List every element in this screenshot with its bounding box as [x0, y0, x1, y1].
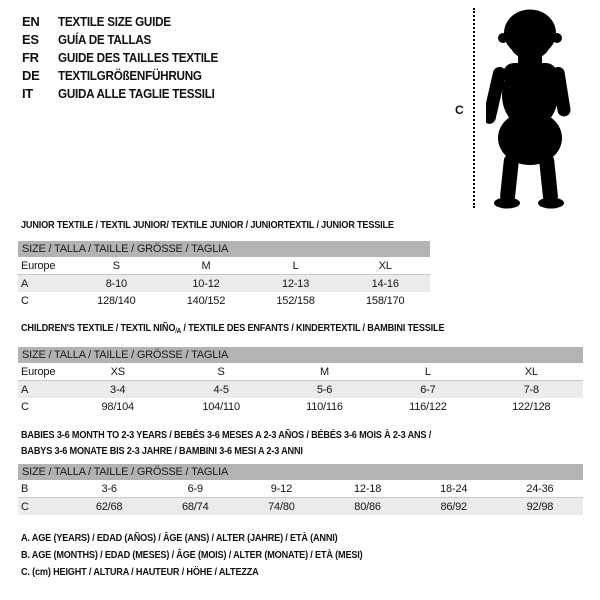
cell: 140/152: [186, 294, 226, 307]
row-label: A: [18, 381, 66, 399]
baby-silhouette-icon: [486, 9, 574, 209]
language-title: TEXTILE SIZE GUIDE: [58, 13, 171, 29]
cell: 4-5: [169, 381, 272, 399]
language-row-fr: [22, 48, 236, 66]
section-title-line2: BABYS 3-6 MONATE BIS 2-3 JAHRE / BAMBINI 3-6 MESI A 2-3 ANNI: [21, 445, 303, 457]
language-code: ES: [22, 31, 39, 47]
cell: M: [161, 257, 251, 275]
language-code: FR: [22, 49, 39, 65]
legend: [21, 530, 414, 581]
language-code: DE: [22, 67, 40, 83]
height-dotted-line: [473, 8, 475, 208]
cell: 5-6: [273, 381, 376, 399]
cell: 14-16: [340, 275, 430, 293]
cell: S: [72, 257, 162, 275]
legend-line-b: B. AGE (MONTHS) / EDAD (MESES) / ÂGE (MOIS) / ALTER (MONATE) / ETÀ (MESI): [21, 549, 363, 561]
cell: 3-4: [66, 381, 169, 399]
section-title-junior: JUNIOR TEXTILE / TEXTIL JUNIOR/ TEXTILE JUNIOR / JUNIORTEXTIL / JUNIOR TESSILE: [21, 219, 394, 231]
cell: 24-36: [497, 480, 583, 498]
section-title-line1: BABIES 3-6 MONTH TO 2-3 YEARS / BEBÉS 3-6 MESES A 2-3 AÑOS / BÉBÉS 3-6 MOIS À 2-3 ANS /: [21, 429, 432, 441]
legend-line-a: A. AGE (YEARS) / EDAD (AÑOS) / ÂGE (ANS) / ALTER (JAHRE) / ETÀ (ANNI): [21, 532, 338, 544]
table-header-bar: SIZE / TALLA / TAILLE / GRÖSSE / TAGLIA: [18, 347, 583, 363]
cell: M: [273, 363, 376, 381]
cell: 12-18: [324, 480, 410, 498]
language-row-en: [22, 12, 236, 30]
height-label-c: C: [455, 103, 464, 117]
cell: 122/128: [512, 400, 551, 413]
section-title-childrens: [21, 320, 444, 340]
language-title: GUIDA ALLE TAGLIE TESSILI: [58, 85, 215, 101]
legend-line-c: C. (cm) HEIGHT / ALTURA / HAUTEUR / HÖHE / ALTEZZA: [21, 566, 259, 578]
cell: 86/92: [411, 498, 497, 516]
section-title-text: / TEXTILE DES ENFANTS / KINDERTEXTIL / BAMBINI TESSILE: [181, 322, 445, 334]
section-title-babies: [21, 427, 431, 459]
row-label: C: [18, 498, 66, 516]
cell: 18-24: [411, 480, 497, 498]
language-code: EN: [22, 13, 40, 29]
cell: 128/140: [97, 294, 136, 307]
table-row: [18, 275, 430, 293]
childrens-size-table: [18, 347, 583, 415]
cell: 3-6: [66, 480, 152, 498]
row-label: B: [18, 480, 66, 498]
cell: L: [376, 363, 479, 381]
table-row: [18, 398, 583, 415]
cell: S: [169, 363, 272, 381]
row-label: Europe: [18, 363, 66, 381]
cell: 116/122: [409, 400, 447, 413]
language-code: IT: [22, 85, 33, 101]
language-title: TEXTILGRÖßENFÜHRUNG: [58, 67, 202, 83]
cell: XS: [66, 363, 169, 381]
cell: 158/170: [366, 294, 405, 307]
language-row-es: [22, 30, 236, 48]
junior-size-table: [18, 241, 430, 309]
cell: 110/116: [306, 400, 343, 413]
table-row: [18, 257, 430, 275]
cell: 152/158: [276, 294, 315, 307]
table-row: [18, 498, 583, 516]
cell: 9-12: [238, 480, 324, 498]
table-row: [18, 292, 430, 309]
cell: 68/74: [152, 498, 238, 516]
table-header-bar: SIZE / TALLA / TAILLE / GRÖSSE / TAGLIA: [18, 241, 430, 257]
cell: XL: [340, 257, 430, 275]
language-title: GUÍA DE TALLAS: [58, 31, 152, 47]
babies-size-table: [18, 464, 583, 515]
cell: 10-12: [161, 275, 251, 293]
cell: 104/110: [202, 400, 240, 413]
language-row-it: [22, 84, 236, 102]
cell: 6-7: [376, 381, 479, 399]
cell: XL: [480, 363, 583, 381]
language-header: [22, 12, 236, 102]
cell: 80/86: [324, 498, 410, 516]
cell: 12-13: [251, 275, 341, 293]
cell: 62/68: [66, 498, 152, 516]
section-title-text: CHILDREN'S TEXTILE / TEXTIL NIÑO: [21, 322, 176, 334]
cell: 92/98: [497, 498, 583, 516]
row-label: A: [18, 275, 72, 293]
table-header-bar: SIZE / TALLA / TAILLE / GRÖSSE / TAGLIA: [18, 464, 583, 480]
row-label: C: [21, 294, 29, 307]
language-row-de: [22, 66, 236, 84]
table-row: [18, 363, 583, 381]
row-label: C: [21, 400, 29, 413]
cell: 74/80: [238, 498, 324, 516]
cell: L: [251, 257, 341, 275]
cell: 6-9: [152, 480, 238, 498]
cell: 8-10: [72, 275, 162, 293]
table-row: [18, 480, 583, 498]
table-row: [18, 381, 583, 399]
section-title-subscript: /A: [175, 328, 182, 335]
language-title: GUIDE DES TAILLES TEXTILE: [58, 49, 219, 65]
row-label: Europe: [18, 257, 72, 275]
cell: 7-8: [480, 381, 583, 399]
cell: 98/104: [101, 400, 134, 413]
